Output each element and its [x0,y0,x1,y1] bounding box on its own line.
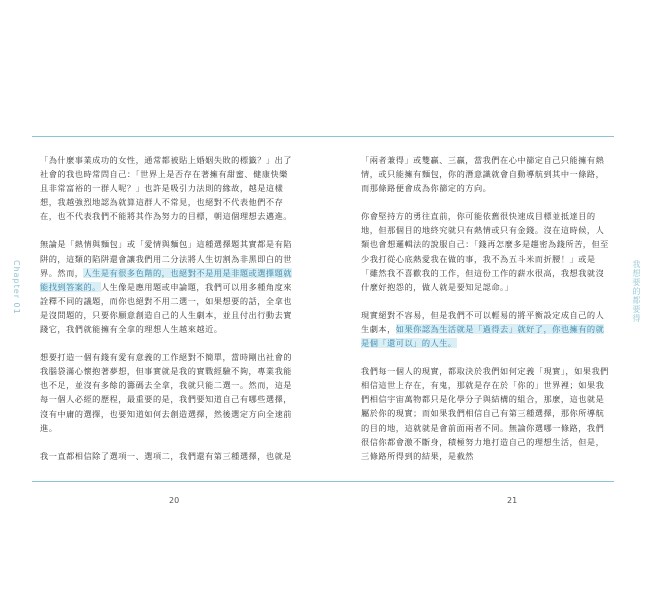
text-segment: 現實絕對不容易，但是我們不可以輕易的將平衡設定成自己的人生劇本， [361,309,605,334]
body-text [361,153,609,463]
text-segment: 「兩者兼得」或雙贏、三贏，當我們在心中篩定自己只能擁有熱情，或只能擁有麵包，你的潛意識就會自動導航到其中一條路，而那條路便會成為你篩定的方向。 [361,155,605,194]
paragraph [40,153,294,223]
bottom-rule [32,481,327,482]
text-segment: 我一直都相信除了選項一、選項二，我們還有第三種選擇，也就是 [40,450,292,461]
highlighted-text: 如果你認為生活就是「過得去」就好了，你也擁有的就是個「還可以」的人生。 [361,323,605,349]
text-segment: 人生像是應用題或申論題，我們可以用多種角度來詮釋不同的議題，而你也絕對不用二選一，如果想要的話，全拿也是沒問題的，只要你願意創造自己的人生劇本，並且付出行動去實踐它，我們就能擁有全拿的理想人生越來越近。 [40,281,292,335]
page-number: 21 [507,496,518,505]
text-segment: 想要打造一個有錢有愛有意義的工作絕對不簡單，當時剛出社會的我腦袋滿心懷抱著夢想，但事實就是我的實戰經驗不夠，專業我能也不足，並沒有多餘的籌碼去全拿，我就只能二選一。然而，這是每一個人必經的歷程，最重要的是，我們要知道自己有哪些選擇，沒有中庸的選擇，也要知道如何去創造選擇，然後選定方向全速前進。 [40,352,292,433]
left-page [0,0,327,609]
text-segment: 我們每一個人的現實，都取決於我們如何定義「現實」，如果我們相信這世上存在，有鬼，那就是存在於「你的」世界裡；如果我們相信宇宙萬物都只是化學分子與結構的組合，那麼，這也就是屬於你的現實；而如果我們相信自己有第三種選擇，那你所導航的目的地，這就就是會前面兩者不同。無論你選哪一條路，我們很信你都會激不斷身，積極努力地打造自己的理想生活，但是，三條路所得到的結果，是截然 [361,366,609,461]
page-number: 20 [169,496,180,505]
paragraph [361,209,609,294]
top-rule [327,136,614,137]
body-text [40,153,294,463]
paragraph [361,308,609,350]
text-segment: 「為什麼事業成功的女性，通常都被貼上婚姻失敗的標籤？」出了社會的我也時常問自己：「世界上是否存在著擁有甜蜜、健康快樂且非常富裕的一群人呢？」也許是吸引力法則的緣故，越是這樣想，我越強烈地認為就算這群人不常見，也絕對不代表他們不存在，也不代表我們不能將其作為努力的目標，朝這個理想去邁進。 [40,155,292,222]
highlighted-text: 人生是有很多色階的，也絕對不是用是非題或選擇題就能找到答案的。 [40,267,292,292]
paragraph [40,350,294,435]
paragraph [361,153,609,195]
book-title-side-label: 我想要的都要得 [632,260,641,323]
top-rule [32,136,327,137]
right-page [327,0,655,609]
text-segment: 你會堅持方的勇往直前，你可能依舊很快速成目標並抵達目的地，但那個目的地終究就只有熱情或只有金錢。沒在這時候，人類也會想邏輯法的說服自己：「錢再怎麼多是趨密為錢所苦，但至少我打從心底熱愛我在做的事，我不為五斗米而折腰！」或是「雖然我不喜歡我的工作，但這份工作的薪水很高，我想我就沒什麼好抱怨的，做人就是要知足認命。」 [361,211,609,292]
paragraph [40,237,294,336]
text-segment: 無論是「熱情與麵包」或「愛情與麵包」這種選擇題其實都是有陷阱的，這類的陷阱還會讓我們用二分法將人生切割為非黑即白的世界。然而， [40,239,292,278]
paragraph [361,364,609,463]
bottom-rule [327,481,614,482]
paragraph [40,449,294,463]
chapter-side-label: Chapter 01 [12,260,21,315]
